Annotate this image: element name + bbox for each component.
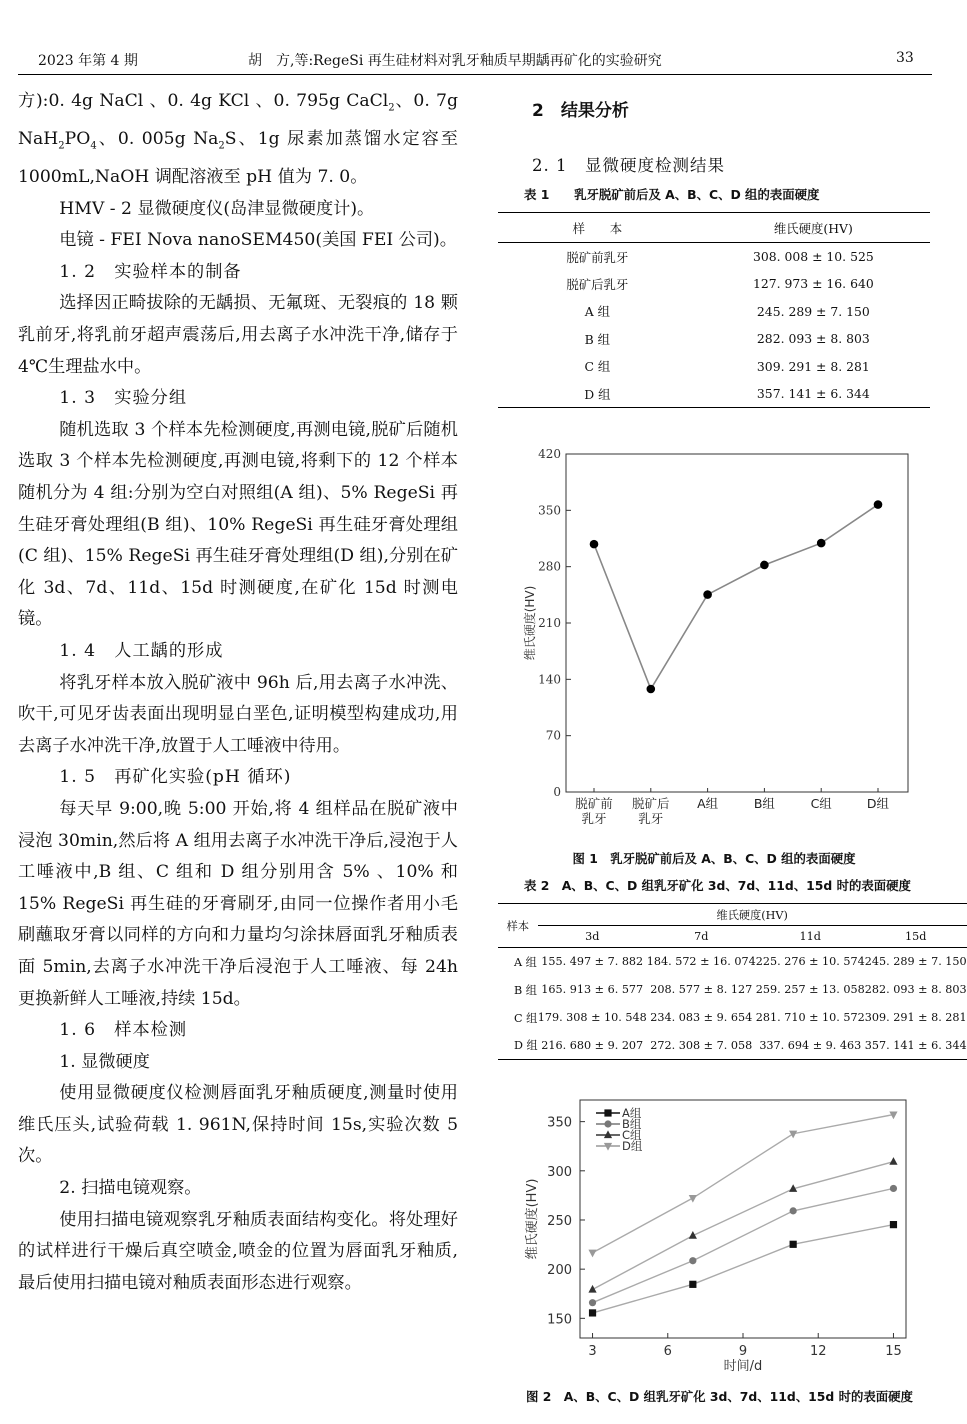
x-tick-label: 脱矿后 [632,796,670,811]
section-heading-1-4: 1. 4 人工龋的形成 [59,640,224,661]
figure1-line-chart [498,440,930,840]
left-column [18,86,458,1299]
data-point [703,590,712,599]
data-point [889,1157,897,1165]
x-tick-label: 脱矿前 [575,796,613,811]
table-row: 脱矿后乳牙 127. 973 ± 16. 640 [566,276,874,292]
data-point [790,1207,797,1214]
table2-caption: 表 2 A、B、C、D 组乳牙矿化 3d、7d、11d、15d 时的表面硬度 [524,878,911,893]
table-row: D 组 357. 141 ± 6. 344 [498,380,930,408]
y-tick-label: 300 [547,1164,572,1180]
legend-marker [604,1109,611,1116]
y-axis-label: 维氏硬度(HV) [523,585,537,661]
series-line [594,505,878,689]
series-line-A组 [593,1225,894,1313]
data-point [890,1221,897,1228]
running-header [18,48,932,72]
paragraph-microhardness: 使用显微硬度仪检测唇面乳牙釉质硬度,测量时使用维氏压头,试验荷载 1. 961N,保持时间 15s,实验次数 5 次。 [18,1083,458,1167]
series-line-B组 [593,1188,894,1302]
data-point [890,1185,897,1192]
section-heading-1-2: 1. 2 实验样本的制备 [59,261,242,282]
running-title: 胡 方,等:RegeSi 再生硅材料对乳牙釉质早期龋再矿化的实验研究 [248,53,662,69]
data-point [647,685,656,694]
table2-header-row-2 [498,926,967,948]
header-rule [18,74,932,75]
data-point [589,1299,596,1306]
right-column-headings [498,96,930,176]
table2-header-hardness: 维氏硬度(HV) [538,904,967,926]
paragraph-remineralization: 每天早 9:00,晚 5:00 开始,将 4 组样品在脱矿液中浸泡 30min,然后将 A 组用去离子水冲洗干净后,浸泡于人工唾液中,B 组、C 组和 D 组分别用含 5% 、10% 和 15% RegeSi 再生硅的牙膏刷牙,由同一位操作者用小毛刷蘸取牙膏以同样的方向和力量均匀涂抹唇面乳牙釉质表面 5min,去离子水冲洗干净后浸泡于人工唾液、每 24h 更换新鲜人工唾液,持续 15d。 [18,798,458,1009]
table-row: A 组 245. 289 ± 7. 150 [584,303,870,320]
paragraph-grouping: 随机选取 3 个样本先检测硬度,再测电镜,脱矿后随机选取 3 个样本先检测硬度,再测电镜,将剩下的 12 个样本随机分为 4 组:分别为空白对照组(A 组)、5% RegeSi 再生硅牙膏处理组(B 组)、10% RegeSi 再生硅牙膏处理组(C 组)、15% RegeSi 再生硅牙膏处理组(D 组),分别在矿化 3d、7d、11d、15d 时测硬度,在矿化 15d 时测电镜。 [18,419,458,630]
y-tick-label: 200 [547,1263,572,1279]
section-heading-1-6: 1. 6 样本检测 [59,1020,188,1041]
table1-header-sample: 样 本 [498,213,697,243]
y-tick-label: 150 [547,1312,572,1328]
subheading-microhardness: 1. 显微硬度 [59,1051,150,1072]
table1-caption: 表 1 乳牙脱矿前后及 A、B、C、D 组的表面硬度 [524,187,820,202]
data-point [589,1309,596,1316]
legend-marker [604,1130,612,1138]
x-tick-label: C组 [810,796,832,811]
data-point [689,1195,697,1203]
table-row: C 组 179. 308 ± 10. 548 234. 083 ± 9. 654 281. 710 ± 10. 572 309. 291 ± 8. 281 [514,1011,967,1025]
data-point [590,540,599,549]
series-line-C组 [593,1162,894,1290]
y-tick-label: 420 [538,447,561,461]
y-tick-label: 250 [547,1213,572,1229]
table-row: 脱矿前乳牙 308. 008 ± 10. 525 [566,249,874,265]
x-tick-label: 3 [588,1344,597,1359]
table2-header-sample: 样本 [498,904,538,948]
table-row: B 组 282. 093 ± 8. 803 [584,331,870,347]
table2 [498,903,967,1060]
y-tick-label: 280 [538,559,561,574]
paragraph-sem: 使用扫描电镜观察乳牙釉质表面结构变化。将处理好的试样进行干燥后真空喷金,喷金的位置为唇面乳牙釉质,最后使用扫描电镜对釉质表面形态进行观察。 [18,1209,458,1293]
data-point [689,1281,696,1288]
page-number: 33 [896,50,914,66]
legend-marker [604,1120,611,1127]
paragraph-hardness-tester: HMV - 2 显微硬度仪(岛津显微硬度计)。 [59,198,375,219]
data-point [789,1131,797,1139]
x-tick-label: 12 [809,1344,827,1359]
y-tick-label: 0 [553,785,561,799]
x-tick-label: 乳牙 [581,811,607,826]
y-tick-label: 350 [538,503,561,518]
legend-label: D组 [622,1139,643,1153]
subheading-sem: 2. 扫描电镜观察。 [59,1178,202,1199]
legend-label: B组 [622,1117,642,1131]
paragraph-artificial-caries: 将乳牙样本放入脱矿液中 96h 后,用去离子水冲洗、吹干,可见牙齿表面出现明显白垩色,证明模型构建成功,用去离子水冲洗干净,放置于人工唾液中待用。 [18,672,458,756]
table1-header-row [498,213,930,243]
x-tick-label: 15 [885,1344,902,1359]
plot-frame [566,454,908,792]
x-tick-label: 乳牙 [638,811,664,826]
x-tick-label: 9 [738,1344,748,1359]
table1 [498,212,930,408]
x-tick-label: B组 [753,796,775,811]
section-heading-1-5: 1. 5 再矿化实验(pH 循环) [59,767,292,788]
section-heading-2: 2 结果分析 [532,101,629,121]
table-row: A 组 155. 497 ± 7. 882 184. 572 ± 16. 074 225. 276 ± 10. 574 245. 289 ± 7. 150 [514,955,967,969]
table-row: C 组 309. 291 ± 8. 281 [584,358,870,375]
figure2-caption: 图 2 A、B、C、D 组乳牙矿化 3d、7d、11d、15d 时的表面硬度 [526,1389,913,1404]
data-point [874,500,883,509]
data-point [588,1250,596,1258]
data-point [790,1241,797,1248]
table-row: D 组 216. 680 ± 9. 207 272. 308 ± 7. 058 337. 694 ± 9. 463 357. 141 ± 6. 344 [498,1032,967,1060]
paragraph-sample-prep: 选择因正畸拔除的无龋损、无氟斑、无裂痕的 18 颗乳前牙,将乳前牙超声震荡后,用去离子水冲洗干净,储存于 4℃生理盐水中。 [18,293,458,377]
table2-header-row-1 [498,904,967,926]
paragraph-electron-microscope: 电镜 - FEI Nova nanoSEM450(美国 FEI 公司)。 [59,230,457,251]
table2-col-15d: 15d [865,926,967,948]
data-point [760,561,769,570]
y-tick-label: 140 [538,672,561,687]
table2-col-11d: 11d [756,926,865,948]
issue-label: 2023 年第 4 期 [38,53,138,69]
y-axis-label: 维氏硬度(HV) [525,1178,540,1260]
legend-label: A组 [622,1106,642,1120]
section-heading-1-3: 1. 3 实验分组 [59,388,188,409]
data-point [817,539,826,548]
y-tick-label: 210 [538,616,561,630]
legend-label: C组 [622,1128,642,1142]
figure2-line-chart [498,1098,930,1388]
x-tick-label: 6 [663,1344,672,1359]
x-tick-label: D组 [866,796,890,811]
table-row: B 组 165. 913 ± 6. 577 208. 577 ± 8. 127 259. 257 ± 13. 058 282. 093 ± 8. 803 [514,983,967,997]
paragraph-saliva-formula: 方):0. 4g NaCl 、0. 4g KCl 、0. 795g CaCl$_2$、0. 7g $NaH_2PO_4$、0. 005g $Na_2S$、1g 尿素加蒸馏水定容至 1000mL,NaOH 调配溶液至 pH 值为 7. 0。 [18,91,458,188]
figure1-caption: 图 1 乳牙脱矿前后及 A、B、C、D 组的表面硬度 [572,851,856,866]
table1-header-hardness: 维氏硬度(HV) [697,213,930,243]
x-tick-label: A组 [697,796,719,811]
y-tick-label: 350 [547,1115,572,1131]
table2-col-7d: 7d [647,926,756,948]
legend-marker [604,1143,612,1151]
y-tick-label: 70 [545,728,561,743]
data-point [689,1257,696,1264]
x-axis-label: 时间/d [723,1359,763,1374]
section-heading-2-1: 2. 1 显微硬度检测结果 [532,156,725,175]
table2-col-3d: 3d [538,926,647,948]
